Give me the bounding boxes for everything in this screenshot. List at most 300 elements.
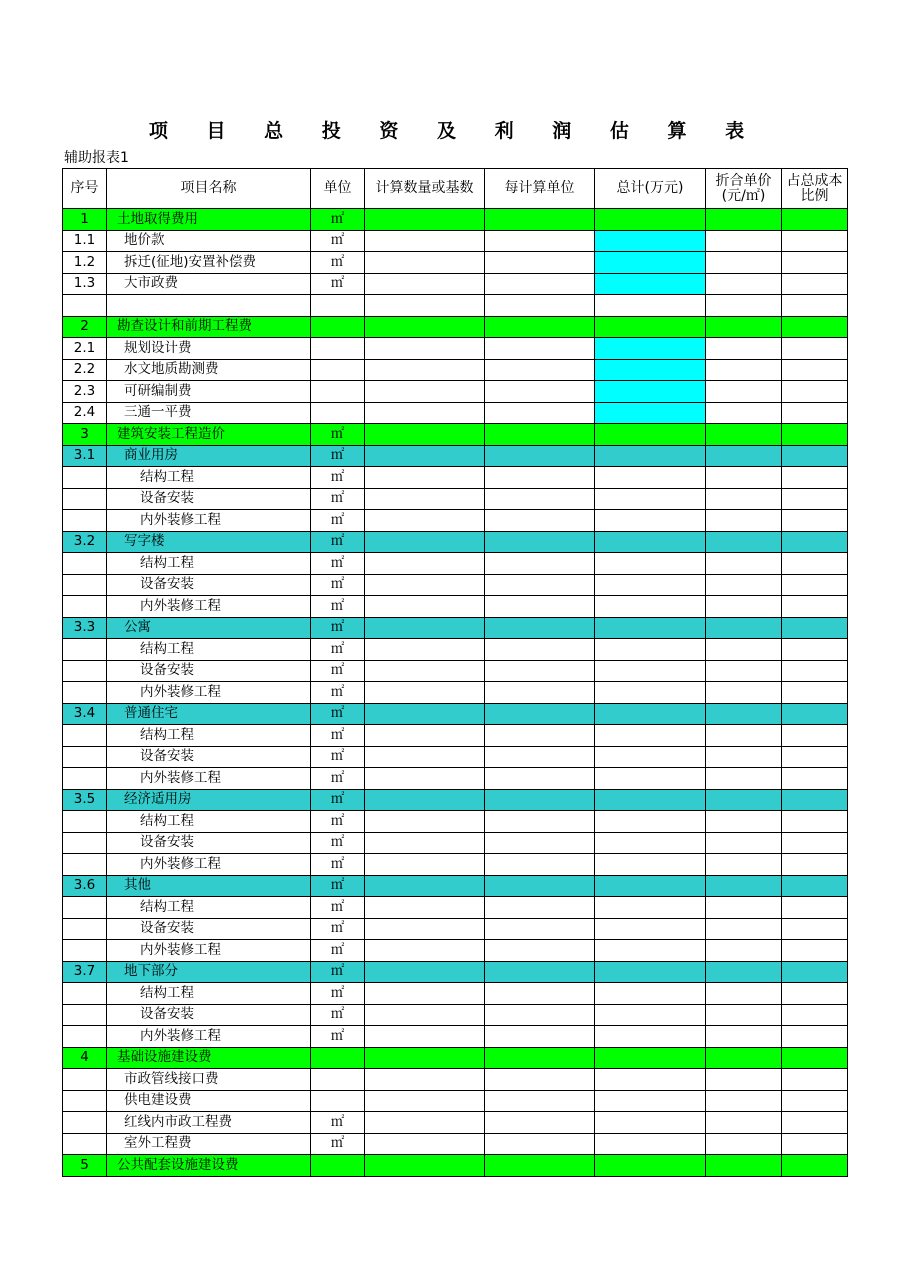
row-total-cell (595, 381, 706, 403)
row-cost-ratio-cell (782, 617, 848, 639)
row-cost-ratio-cell (782, 789, 848, 811)
row-unit: ㎡ (311, 703, 365, 725)
row-quantity-cell (365, 316, 485, 338)
table-row (63, 338, 848, 360)
row-unit-price-cell (706, 1133, 782, 1155)
row-item-name: 地价款 (107, 230, 311, 252)
row-seq: 3.5 (63, 789, 107, 811)
row-per-unit-cell (485, 596, 595, 618)
row-seq (63, 983, 107, 1005)
row-per-unit-cell (485, 703, 595, 725)
row-item-name: 市政管线接口费 (107, 1069, 311, 1091)
row-unit: ㎡ (311, 510, 365, 532)
row-total-cell (595, 897, 706, 919)
row-unit (311, 359, 365, 381)
header-seq: 序号 (63, 169, 107, 209)
row-unit (311, 1047, 365, 1069)
row-unit-price-cell (706, 1090, 782, 1112)
row-seq: 2.3 (63, 381, 107, 403)
table-row (63, 252, 848, 274)
row-unit: ㎡ (311, 531, 365, 553)
table-row (63, 488, 848, 510)
row-total-cell (595, 510, 706, 532)
row-seq: 3 (63, 424, 107, 446)
header-item-name: 项目名称 (107, 169, 311, 209)
row-total-cell (595, 983, 706, 1005)
row-cost-ratio-cell (782, 230, 848, 252)
row-unit-price-cell (706, 897, 782, 919)
row-unit: ㎡ (311, 983, 365, 1005)
row-unit: ㎡ (311, 746, 365, 768)
row-cost-ratio-cell (782, 553, 848, 575)
row-unit: ㎡ (311, 424, 365, 446)
row-per-unit-cell (485, 424, 595, 446)
table-row (63, 832, 848, 854)
table-row (63, 510, 848, 532)
row-quantity-cell (365, 445, 485, 467)
row-seq (63, 768, 107, 790)
row-item-name: 拆迁(征地)安置补偿费 (107, 252, 311, 274)
row-total-cell (595, 488, 706, 510)
table-row (63, 1090, 848, 1112)
row-seq: 3.4 (63, 703, 107, 725)
row-total-cell (595, 531, 706, 553)
row-cost-ratio-cell (782, 832, 848, 854)
row-unit-price-cell (706, 467, 782, 489)
row-per-unit-cell (485, 273, 595, 295)
row-quantity-cell (365, 983, 485, 1005)
row-unit-price-cell (706, 381, 782, 403)
row-quantity-cell (365, 1133, 485, 1155)
row-per-unit-cell (485, 1112, 595, 1134)
row-unit-price-cell (706, 703, 782, 725)
row-total-cell (595, 252, 706, 274)
row-total-cell (595, 746, 706, 768)
row-cost-ratio-cell (782, 295, 848, 317)
row-unit-price-cell (706, 1047, 782, 1069)
row-item-name: 经济适用房 (107, 789, 311, 811)
row-cost-ratio-cell (782, 574, 848, 596)
row-per-unit-cell (485, 789, 595, 811)
row-unit-price-cell (706, 359, 782, 381)
header-total: 总计(万元) (595, 169, 706, 209)
row-total-cell (595, 445, 706, 467)
row-seq: 2.1 (63, 338, 107, 360)
row-total-cell (595, 338, 706, 360)
row-unit: ㎡ (311, 1133, 365, 1155)
row-unit-price-cell (706, 295, 782, 317)
row-seq: 3.1 (63, 445, 107, 467)
row-unit-price-cell (706, 682, 782, 704)
row-unit: ㎡ (311, 574, 365, 596)
row-unit-price-cell (706, 596, 782, 618)
row-unit: ㎡ (311, 1026, 365, 1048)
row-unit (311, 402, 365, 424)
row-unit (311, 381, 365, 403)
row-total-cell (595, 789, 706, 811)
row-item-name: 设备安装 (107, 660, 311, 682)
row-item-name: 商业用房 (107, 445, 311, 467)
row-unit-price-cell (706, 832, 782, 854)
row-unit: ㎡ (311, 854, 365, 876)
row-cost-ratio-cell (782, 940, 848, 962)
row-cost-ratio-cell (782, 682, 848, 704)
row-quantity-cell (365, 854, 485, 876)
row-unit: ㎡ (311, 789, 365, 811)
row-per-unit-cell (485, 854, 595, 876)
row-total-cell (595, 402, 706, 424)
row-per-unit-cell (485, 1155, 595, 1177)
header-unit-price: 折合单价(元/㎡) (706, 169, 782, 209)
row-quantity-cell (365, 832, 485, 854)
row-total-cell (595, 424, 706, 446)
row-per-unit-cell (485, 531, 595, 553)
row-total-cell (595, 359, 706, 381)
row-seq (63, 639, 107, 661)
row-quantity-cell (365, 1069, 485, 1091)
row-cost-ratio-cell (782, 359, 848, 381)
row-total-cell (595, 273, 706, 295)
row-quantity-cell (365, 682, 485, 704)
row-cost-ratio-cell (782, 209, 848, 231)
table-row (63, 1069, 848, 1091)
row-per-unit-cell (485, 832, 595, 854)
row-item-name: 土地取得费用 (107, 209, 311, 231)
row-item-name: 水文地质勘测费 (107, 359, 311, 381)
row-unit: ㎡ (311, 1112, 365, 1134)
table-row (63, 424, 848, 446)
row-seq (63, 553, 107, 575)
row-quantity-cell (365, 1004, 485, 1026)
row-cost-ratio-cell (782, 252, 848, 274)
row-seq (63, 1112, 107, 1134)
row-seq: 3.7 (63, 961, 107, 983)
row-unit-price-cell (706, 574, 782, 596)
table-row (63, 295, 848, 317)
row-unit: ㎡ (311, 273, 365, 295)
row-per-unit-cell (485, 488, 595, 510)
row-item-name: 普通住宅 (107, 703, 311, 725)
table-row (63, 940, 848, 962)
row-total-cell (595, 596, 706, 618)
row-unit: ㎡ (311, 682, 365, 704)
header-quantity-base: 计算数量或基数 (365, 169, 485, 209)
row-unit-price-cell (706, 789, 782, 811)
header-per-unit: 每计算单位 (485, 169, 595, 209)
table-row (63, 574, 848, 596)
row-unit-price-cell (706, 660, 782, 682)
row-quantity-cell (365, 488, 485, 510)
row-cost-ratio-cell (782, 983, 848, 1005)
row-cost-ratio-cell (782, 918, 848, 940)
row-unit-price-cell (706, 725, 782, 747)
row-unit: ㎡ (311, 832, 365, 854)
row-quantity-cell (365, 961, 485, 983)
row-unit-price-cell (706, 746, 782, 768)
row-seq: 2 (63, 316, 107, 338)
row-item-name: 内外装修工程 (107, 940, 311, 962)
row-unit-price-cell (706, 402, 782, 424)
row-quantity-cell (365, 553, 485, 575)
row-cost-ratio-cell (782, 961, 848, 983)
row-seq (63, 746, 107, 768)
estimate-table (62, 168, 848, 1177)
row-quantity-cell (365, 209, 485, 231)
row-total-cell (595, 725, 706, 747)
table-row (63, 1112, 848, 1134)
table-row (63, 918, 848, 940)
row-unit-price-cell (706, 983, 782, 1005)
table-row (63, 531, 848, 553)
row-seq: 1.3 (63, 273, 107, 295)
row-unit: ㎡ (311, 768, 365, 790)
row-cost-ratio-cell (782, 1047, 848, 1069)
table-row (63, 359, 848, 381)
row-unit-price-cell (706, 488, 782, 510)
row-quantity-cell (365, 402, 485, 424)
row-per-unit-cell (485, 295, 595, 317)
row-total-cell (595, 316, 706, 338)
row-quantity-cell (365, 467, 485, 489)
row-per-unit-cell (485, 940, 595, 962)
row-unit-price-cell (706, 316, 782, 338)
table-row (63, 875, 848, 897)
row-per-unit-cell (485, 811, 595, 833)
table-row (63, 725, 848, 747)
row-seq (63, 854, 107, 876)
row-seq: 3.6 (63, 875, 107, 897)
row-per-unit-cell (485, 445, 595, 467)
row-unit (311, 295, 365, 317)
row-total-cell (595, 574, 706, 596)
row-unit (311, 1069, 365, 1091)
row-total-cell (595, 961, 706, 983)
row-per-unit-cell (485, 209, 595, 231)
row-seq (63, 1004, 107, 1026)
row-total-cell (595, 875, 706, 897)
row-total-cell (595, 660, 706, 682)
row-quantity-cell (365, 639, 485, 661)
row-unit-price-cell (706, 617, 782, 639)
row-per-unit-cell (485, 381, 595, 403)
row-cost-ratio-cell (782, 1090, 848, 1112)
row-total-cell (595, 467, 706, 489)
row-per-unit-cell (485, 359, 595, 381)
row-item-name: 建筑安装工程造价 (107, 424, 311, 446)
row-quantity-cell (365, 574, 485, 596)
row-total-cell (595, 940, 706, 962)
row-cost-ratio-cell (782, 488, 848, 510)
table-row (63, 703, 848, 725)
row-item-name: 内外装修工程 (107, 1026, 311, 1048)
table-row (63, 553, 848, 575)
row-seq (63, 1133, 107, 1155)
row-quantity-cell (365, 596, 485, 618)
row-seq (63, 574, 107, 596)
table-row (63, 402, 848, 424)
row-quantity-cell (365, 725, 485, 747)
row-total-cell (595, 617, 706, 639)
table-row (63, 768, 848, 790)
row-item-name: 结构工程 (107, 553, 311, 575)
row-per-unit-cell (485, 1047, 595, 1069)
row-per-unit-cell (485, 660, 595, 682)
row-cost-ratio-cell (782, 596, 848, 618)
row-per-unit-cell (485, 1026, 595, 1048)
row-seq (63, 295, 107, 317)
row-unit-price-cell (706, 273, 782, 295)
header-unit: 单位 (311, 169, 365, 209)
row-unit: ㎡ (311, 467, 365, 489)
row-unit: ㎡ (311, 918, 365, 940)
row-item-name: 结构工程 (107, 467, 311, 489)
row-cost-ratio-cell (782, 897, 848, 919)
row-total-cell (595, 1090, 706, 1112)
row-item-name: 设备安装 (107, 1004, 311, 1026)
table-row (63, 854, 848, 876)
row-unit-price-cell (706, 1026, 782, 1048)
row-unit: ㎡ (311, 209, 365, 231)
row-unit-price-cell (706, 854, 782, 876)
row-total-cell (595, 703, 706, 725)
row-seq: 2.4 (63, 402, 107, 424)
table-body (63, 209, 848, 1177)
row-item-name: 室外工程费 (107, 1133, 311, 1155)
row-item-name: 设备安装 (107, 918, 311, 940)
page-title: 项 目 总 投 资 及 利 润 估 算 表 (148, 120, 761, 142)
row-item-name: 结构工程 (107, 725, 311, 747)
table-row (63, 467, 848, 489)
row-item-name: 规划设计费 (107, 338, 311, 360)
row-item-name: 内外装修工程 (107, 682, 311, 704)
row-seq: 1 (63, 209, 107, 231)
row-per-unit-cell (485, 746, 595, 768)
row-item-name: 结构工程 (107, 897, 311, 919)
row-seq (63, 725, 107, 747)
table-row (63, 1133, 848, 1155)
table-row (63, 617, 848, 639)
row-item-name: 公共配套设施建设费 (107, 1155, 311, 1177)
table-row (63, 746, 848, 768)
row-total-cell (595, 1133, 706, 1155)
table-row (63, 230, 848, 252)
row-quantity-cell (365, 295, 485, 317)
row-unit-price-cell (706, 338, 782, 360)
row-seq: 4 (63, 1047, 107, 1069)
row-item-name: 内外装修工程 (107, 854, 311, 876)
row-per-unit-cell (485, 897, 595, 919)
row-unit: ㎡ (311, 660, 365, 682)
row-cost-ratio-cell (782, 424, 848, 446)
row-cost-ratio-cell (782, 660, 848, 682)
report-label: 辅助报表1 (64, 150, 129, 166)
row-seq (63, 897, 107, 919)
row-per-unit-cell (485, 574, 595, 596)
row-quantity-cell (365, 230, 485, 252)
row-unit-price-cell (706, 768, 782, 790)
row-item-name: 内外装修工程 (107, 596, 311, 618)
row-unit: ㎡ (311, 897, 365, 919)
row-cost-ratio-cell (782, 746, 848, 768)
row-cost-ratio-cell (782, 1112, 848, 1134)
row-cost-ratio-cell (782, 1004, 848, 1026)
row-item-name: 内外装修工程 (107, 510, 311, 532)
row-per-unit-cell (485, 510, 595, 532)
row-item-name: 结构工程 (107, 811, 311, 833)
row-cost-ratio-cell (782, 768, 848, 790)
row-per-unit-cell (485, 768, 595, 790)
row-quantity-cell (365, 1026, 485, 1048)
row-item-name: 设备安装 (107, 746, 311, 768)
row-total-cell (595, 639, 706, 661)
table-row (63, 316, 848, 338)
row-unit-price-cell (706, 811, 782, 833)
table-row (63, 1047, 848, 1069)
row-per-unit-cell (485, 875, 595, 897)
row-cost-ratio-cell (782, 811, 848, 833)
row-quantity-cell (365, 359, 485, 381)
row-seq (63, 918, 107, 940)
row-cost-ratio-cell (782, 1155, 848, 1177)
row-item-name: 设备安装 (107, 832, 311, 854)
row-unit-price-cell (706, 1069, 782, 1091)
row-unit: ㎡ (311, 725, 365, 747)
row-item-name: 结构工程 (107, 983, 311, 1005)
row-quantity-cell (365, 660, 485, 682)
row-unit: ㎡ (311, 875, 365, 897)
row-unit: ㎡ (311, 961, 365, 983)
table-row (63, 789, 848, 811)
row-per-unit-cell (485, 230, 595, 252)
table-row (63, 811, 848, 833)
row-quantity-cell (365, 531, 485, 553)
row-item-name: 设备安装 (107, 574, 311, 596)
row-unit: ㎡ (311, 639, 365, 661)
row-per-unit-cell (485, 639, 595, 661)
table-row (63, 1155, 848, 1177)
row-unit-price-cell (706, 445, 782, 467)
row-quantity-cell (365, 252, 485, 274)
row-unit: ㎡ (311, 596, 365, 618)
row-unit-price-cell (706, 1155, 782, 1177)
row-seq: 1.1 (63, 230, 107, 252)
row-total-cell (595, 295, 706, 317)
row-per-unit-cell (485, 316, 595, 338)
row-unit (311, 1155, 365, 1177)
row-item-name: 三通一平费 (107, 402, 311, 424)
row-cost-ratio-cell (782, 703, 848, 725)
row-quantity-cell (365, 746, 485, 768)
row-quantity-cell (365, 768, 485, 790)
row-quantity-cell (365, 510, 485, 532)
row-per-unit-cell (485, 983, 595, 1005)
row-total-cell (595, 209, 706, 231)
row-quantity-cell (365, 875, 485, 897)
row-seq: 1.2 (63, 252, 107, 274)
row-per-unit-cell (485, 725, 595, 747)
row-unit-price-cell (706, 918, 782, 940)
table-row (63, 273, 848, 295)
table-row (63, 961, 848, 983)
row-total-cell (595, 1155, 706, 1177)
row-seq (63, 811, 107, 833)
row-quantity-cell (365, 1112, 485, 1134)
row-quantity-cell (365, 273, 485, 295)
row-item-name: 写字楼 (107, 531, 311, 553)
table-row (63, 660, 848, 682)
row-per-unit-cell (485, 961, 595, 983)
table-header-row (63, 169, 848, 209)
